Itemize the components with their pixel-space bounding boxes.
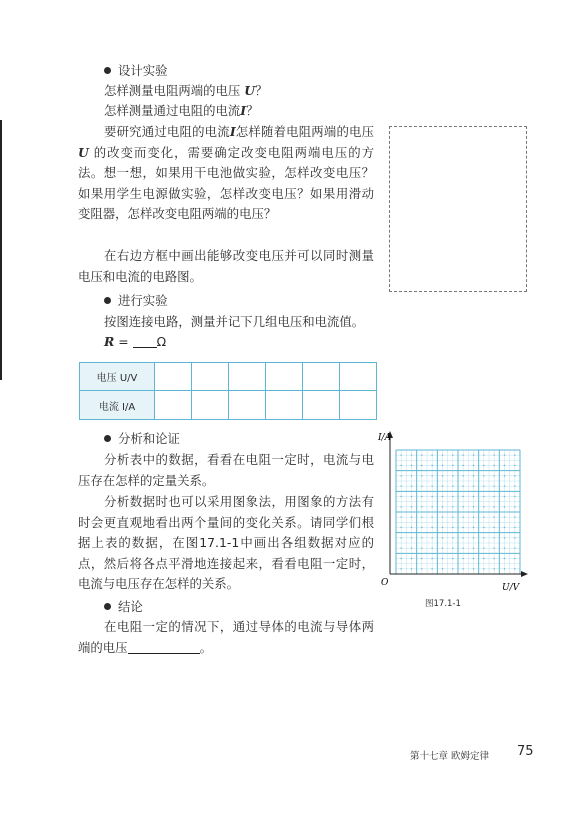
conclusion-fill-blank[interactable] [128, 641, 200, 654]
circuit-drawing-box [389, 126, 527, 292]
grid-dot [483, 568, 484, 569]
grid-dot [442, 537, 443, 538]
grid-dot [483, 475, 484, 476]
grid-dot [514, 558, 515, 559]
grid-dot [400, 547, 401, 548]
grid-dot [431, 558, 432, 559]
grid-dot [473, 537, 474, 538]
grid-dot [411, 558, 412, 559]
grid-dot [483, 516, 484, 517]
grid-dot [514, 527, 515, 528]
voltage-row-header: 电压 U/V [80, 363, 155, 391]
major-grid [396, 450, 520, 574]
grid-dot [462, 527, 463, 528]
grid-dot [431, 485, 432, 486]
conclusion-paragraph: 在电阻一定的情况下，通过导体的电流与导体两端的电压 。 [78, 619, 374, 655]
grid-dot [504, 475, 505, 476]
y-axis-label: I/A [378, 433, 392, 443]
grid-dot [473, 454, 474, 455]
grid-dot [431, 496, 432, 497]
grid-dot [462, 558, 463, 559]
grid-dot [504, 465, 505, 466]
grid-dot [431, 475, 432, 476]
grid-dot [462, 485, 463, 486]
grid-dot [514, 496, 515, 497]
table-cell[interactable] [192, 391, 229, 420]
grid-dot [493, 537, 494, 538]
grid-dot [493, 475, 494, 476]
grid-dot [514, 475, 515, 476]
grid-dot [452, 516, 453, 517]
grid-dot [421, 454, 422, 455]
grid-dot [411, 475, 412, 476]
grid-dot [504, 547, 505, 548]
grid-dot [504, 558, 505, 559]
grid-dot [400, 537, 401, 538]
grid-dot [514, 485, 515, 486]
heading-analysis: 分析和论证 [104, 430, 180, 448]
current-row-header: 电流 I/A [80, 391, 155, 420]
grid-dot [442, 506, 443, 507]
grid-dot [411, 496, 412, 497]
grid-dot [493, 465, 494, 466]
analysis-paragraph-1: 分析表中的数据，看看在电阻一定时，电流与电压存在怎样的定量关系。 [78, 452, 374, 488]
grid-dot [473, 496, 474, 497]
grid-dot [400, 527, 401, 528]
grid-dot [421, 475, 422, 476]
grid-dot [411, 516, 412, 517]
grid-dot [411, 568, 412, 569]
grid-dot [452, 527, 453, 528]
grid-dot [473, 485, 474, 486]
grid-dot [431, 506, 432, 507]
x-axis-label: U/V [502, 583, 520, 593]
grid-dot [411, 454, 412, 455]
grid-dot [504, 516, 505, 517]
grid-dot [442, 465, 443, 466]
grid-dot [452, 537, 453, 538]
grid-dot [452, 568, 453, 569]
table-cell[interactable] [155, 391, 192, 420]
grid-dot [400, 558, 401, 559]
blank-graph-grid [370, 428, 530, 594]
grid-dot [493, 506, 494, 507]
grid-dot [493, 558, 494, 559]
page-edge-rule [0, 120, 2, 380]
grid-dot [421, 485, 422, 486]
origin-label: O [381, 578, 389, 588]
grid-dot [442, 527, 443, 528]
grid-dot [462, 516, 463, 517]
grid-dot [514, 516, 515, 517]
grid-dot [473, 465, 474, 466]
table-cell[interactable] [266, 391, 303, 420]
grid-dot [452, 454, 453, 455]
grid-dot [504, 496, 505, 497]
grid-dot [421, 465, 422, 466]
grid-dot [411, 547, 412, 548]
design-paragraph: 要研究通过电阻的电流I怎样随着电阻两端的电压 U 的改变而变化，需要确定改变电阻两端电压的方法。想一想，如果用干电池做实验，怎样改变电压？如果用学生电源做实验，怎样改变电压？如果用滑动变阻器，怎样改变电阻两端的电压？ [78, 124, 375, 222]
grid-dot [400, 485, 401, 486]
heading-conduct-experiment: 进行实验 [104, 292, 168, 310]
page-number: 75 [517, 744, 534, 759]
bullet-icon [104, 297, 111, 304]
grid-dot [421, 496, 422, 497]
grid-dot [400, 516, 401, 517]
table-cell[interactable] [155, 363, 192, 391]
grid-dot [400, 475, 401, 476]
chapter-footer: 第十七章 欧姆定律 [410, 751, 490, 762]
grid-dot [514, 547, 515, 548]
grid-dot [421, 516, 422, 517]
grid-dot [483, 527, 484, 528]
bullet-icon [104, 67, 111, 74]
grid-dot [442, 547, 443, 548]
question-current: 怎样测量通过电阻的电流I？ [104, 103, 259, 118]
grid-dot [504, 568, 505, 569]
grid-dot [483, 506, 484, 507]
grid-dot [400, 454, 401, 455]
resistance-blank: R = Ω [104, 334, 167, 349]
table-cell[interactable] [192, 363, 229, 391]
grid-dot [483, 485, 484, 486]
grid-dot [411, 527, 412, 528]
grid-dot [493, 496, 494, 497]
table-cell[interactable] [266, 363, 303, 391]
grid-dot [473, 568, 474, 569]
grid-dot [431, 527, 432, 528]
grid-dot [514, 506, 515, 507]
draw-circuit-paragraph: 在右边方框中画出能够改变电压并可以同时测量电压和电流的电路图。 [78, 248, 374, 284]
heading-design-experiment: 设计实验 [104, 62, 168, 80]
grid-dot [442, 568, 443, 569]
grid-dot [411, 465, 412, 466]
grid-dot [483, 537, 484, 538]
table-cell[interactable] [340, 391, 377, 420]
table-cell[interactable] [229, 391, 266, 420]
table-cell[interactable] [303, 391, 340, 420]
grid-dot [452, 475, 453, 476]
grid-dot [483, 496, 484, 497]
grid-dot [462, 496, 463, 497]
grid-dot [473, 506, 474, 507]
grid-dot [493, 527, 494, 528]
grid-dot [483, 558, 484, 559]
grid-dot [442, 558, 443, 559]
x-axis-arrow-icon [521, 571, 528, 577]
grid-dot [493, 485, 494, 486]
bullet-icon [104, 603, 111, 610]
grid-dot [462, 547, 463, 548]
grid-dot [411, 485, 412, 486]
grid-dot [400, 568, 401, 569]
grid-dot [473, 475, 474, 476]
grid-dot [452, 496, 453, 497]
grid-dot [514, 537, 515, 538]
grid-dot [442, 516, 443, 517]
table-cell[interactable] [303, 363, 340, 391]
grid-dot [431, 568, 432, 569]
grid-dot [504, 506, 505, 507]
grid-dot [421, 568, 422, 569]
grid-dot [462, 454, 463, 455]
grid-dot [504, 485, 505, 486]
grid-dot [400, 465, 401, 466]
bullet-icon [104, 435, 111, 442]
grid-dot [504, 454, 505, 455]
grid-dot [493, 516, 494, 517]
grid-dot [421, 558, 422, 559]
grid-dot [483, 547, 484, 548]
grid-dot [431, 547, 432, 548]
grid-dot [483, 465, 484, 466]
analysis-paragraph-2: 分析数据时也可以采用图象法，用图象的方法有时会更直观地看出两个量间的变化关系。请同学们根据上表的数据，在图17.1-1中画出各组数据对应的点，然后将各点平滑地连接起来，看看电阻一定时，电流与电压存在怎样的关系。 [78, 494, 374, 592]
figure-caption: 图17.1-1 [425, 599, 461, 609]
grid-dot [473, 516, 474, 517]
grid-dot [452, 547, 453, 548]
grid-dot [431, 454, 432, 455]
grid-dot [452, 506, 453, 507]
grid-dot [514, 568, 515, 569]
grid-dot [493, 454, 494, 455]
grid-dot [462, 537, 463, 538]
grid-dot [473, 547, 474, 548]
grid-dot [514, 454, 515, 455]
grid-dot [421, 527, 422, 528]
table-cell[interactable] [229, 363, 266, 391]
data-table [79, 362, 377, 420]
grid-dot [421, 506, 422, 507]
grid-dot [514, 465, 515, 466]
grid-dot [473, 527, 474, 528]
grid-dot [442, 475, 443, 476]
grid-dot [442, 454, 443, 455]
grid-dot [452, 558, 453, 559]
grid-dot [400, 496, 401, 497]
grid-dot [462, 475, 463, 476]
grid-dot [400, 506, 401, 507]
grid-dot [411, 537, 412, 538]
grid-dot [483, 454, 484, 455]
grid-dot [431, 516, 432, 517]
question-voltage: 怎样测量电阻两端的电压 U？ [104, 83, 268, 98]
grid-dot [431, 537, 432, 538]
grid-dot [421, 537, 422, 538]
grid-dot [411, 506, 412, 507]
grid-dot [493, 568, 494, 569]
grid-dot [431, 465, 432, 466]
heading-conclusion: 结论 [104, 598, 143, 616]
grid-dot [462, 506, 463, 507]
grid-dot [462, 568, 463, 569]
grid-dot [462, 465, 463, 466]
grid-dot [442, 485, 443, 486]
grid-dot [442, 496, 443, 497]
grid-dot [452, 485, 453, 486]
grid-dot [473, 558, 474, 559]
resistance-fill-blank[interactable] [133, 335, 157, 348]
grid-dot [493, 547, 494, 548]
grid-dot [504, 537, 505, 538]
table-cell[interactable] [340, 363, 377, 391]
grid-dot [504, 527, 505, 528]
grid-dot [421, 547, 422, 548]
conduct-instruction: 按图连接电路，测量并记下几组电压和电流值。 [104, 314, 365, 329]
grid-dot [452, 465, 453, 466]
